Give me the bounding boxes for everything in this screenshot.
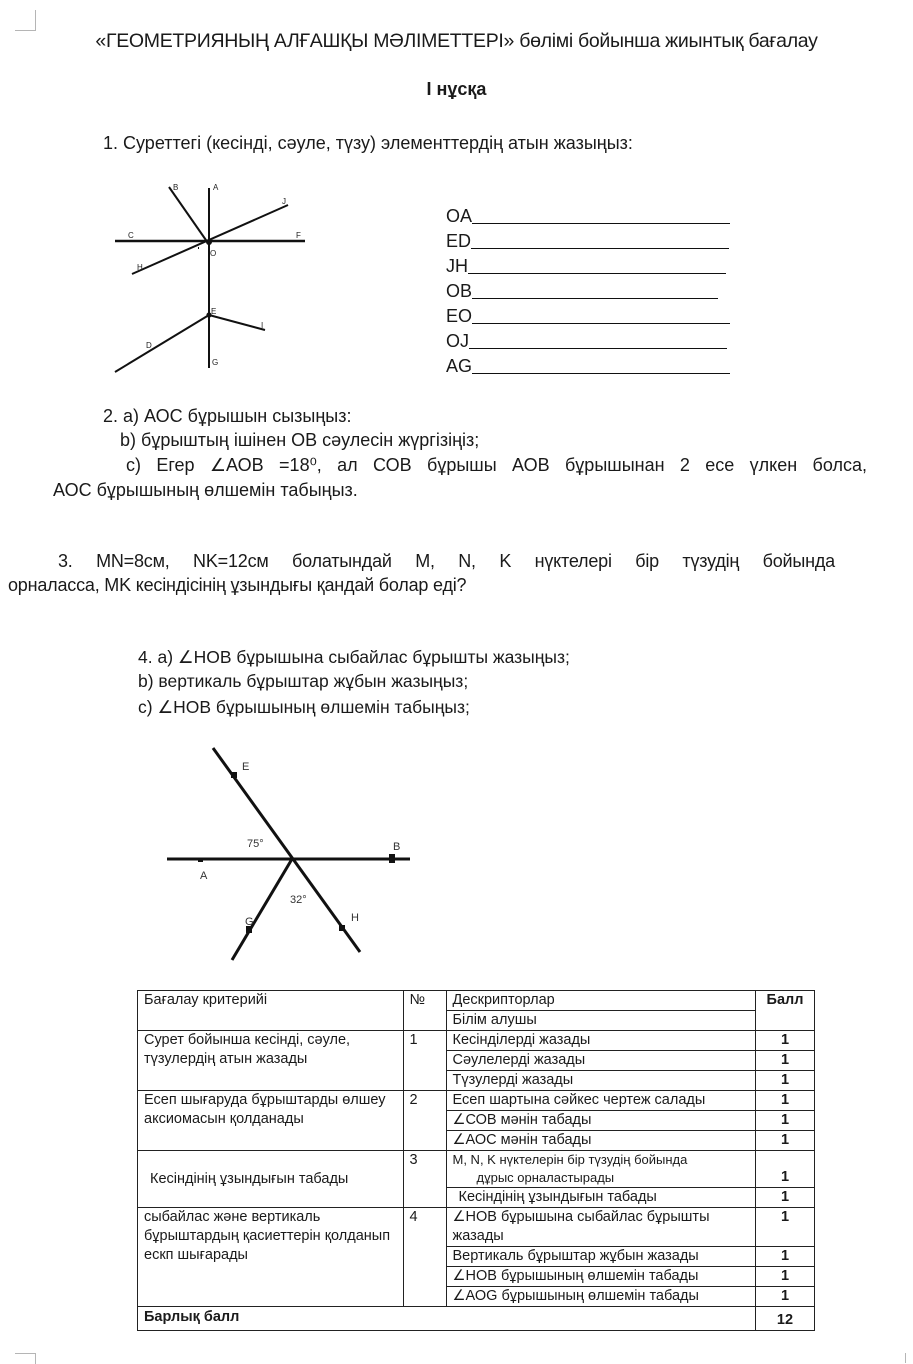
header-student: Білім алушы	[446, 1011, 756, 1031]
score-cell: 1	[756, 1267, 815, 1287]
question-2-part-c-line1: c) Егер ∠АОВ =18⁰, ал СОВ бұрышы АОВ бұрышынан 2 есе үлкен болса,	[126, 455, 867, 475]
figure-4-angle-75: 75°	[247, 838, 264, 850]
score-cell: 1	[756, 1188, 815, 1208]
header-criteria: Бағалау критерийі	[138, 991, 404, 1031]
answer-row-ag	[446, 351, 730, 376]
figure-4-angle-32: 32°	[290, 894, 307, 906]
answer-row-ed	[446, 226, 730, 251]
descriptor-cell: ∠АОС мәнін табады	[446, 1131, 756, 1151]
figure-1-label-a: A	[213, 183, 219, 192]
table-header-row	[138, 991, 815, 1011]
answer-blank-ed[interactable]	[471, 232, 729, 249]
answer-row-ob	[446, 276, 730, 301]
figure-4-label-b: B	[393, 841, 401, 853]
answer-blank-eo[interactable]	[472, 307, 730, 324]
question-4-part-c: c) ∠НОВ бұрышының өлшемін табыңыз;	[138, 697, 470, 717]
table-row	[138, 1208, 815, 1247]
descriptor-cell: Кесіндінің ұзындығын табады	[446, 1188, 756, 1208]
number-cell: 3	[403, 1151, 446, 1208]
document-title: «ГЕОМЕТРИЯНЫҢ АЛҒАШҚЫ МӘЛІМЕТТЕРІ» бөлімі бойынша жиынтық бағалау	[95, 30, 818, 52]
figure-1-lines-diagram	[110, 180, 320, 375]
criteria-cell: сыбайлас және вертикаль бұрыштардың қасиеттерін қолданып ескп шығарады	[138, 1208, 404, 1307]
table-row	[138, 1091, 815, 1111]
answer-blank-oj[interactable]	[469, 332, 727, 349]
number-cell: 1	[403, 1031, 446, 1091]
question-1-answer-list	[446, 201, 730, 376]
answer-row-eo	[446, 301, 730, 326]
header-descriptors: Дескрипторлар	[446, 991, 756, 1011]
question-3-line2: орналасса, MK кесіндісінің ұзындығы қандай болар еді?	[8, 575, 467, 595]
table-total-row	[138, 1307, 815, 1331]
question-2-part-c-line2: АОС бұрышының өлшемін табыңыз.	[53, 480, 358, 500]
figure-4-angles-diagram	[160, 740, 420, 970]
criteria-cell: Есеп шығаруда бұрыштарды өлшеу аксиомасын қолданады	[138, 1091, 404, 1151]
score-cell: 1	[756, 1131, 815, 1151]
page-corner-mark-top-left	[15, 10, 36, 31]
score-cell: 1	[756, 1208, 815, 1247]
number-cell: 4	[403, 1208, 446, 1307]
answer-label: ED	[446, 231, 472, 251]
figure-1-label-o: O	[210, 249, 217, 258]
figure-4-label-e: E	[242, 761, 250, 773]
descriptor-cell: ∠СОВ мәнін табады	[446, 1111, 756, 1131]
page-corner-mark-bottom-left	[15, 1353, 36, 1364]
figure-1-label-b: B	[173, 183, 179, 192]
figure-1-label-c: C	[128, 231, 134, 240]
descriptor-cell: Вертикаль бұрыштар жұбын жазады	[446, 1247, 756, 1267]
answer-blank-ob[interactable]	[472, 282, 718, 299]
score-cell: 1	[756, 1051, 815, 1071]
answer-blank-oa[interactable]	[472, 207, 730, 224]
criteria-cell: Сурет бойынша кесінді, сәуле, түзулердің атын жазады	[138, 1031, 404, 1091]
descriptor-cell: Есеп шартына сәйкес чертеж салады	[446, 1091, 756, 1111]
score-cell: 1	[756, 1071, 815, 1091]
total-score: 12	[756, 1307, 815, 1331]
figure-4-label-g: G	[245, 916, 254, 928]
figure-4-label-h: H	[351, 912, 359, 924]
answer-label: OJ	[446, 331, 470, 351]
answer-label: OB	[446, 281, 473, 301]
descriptor-cell: ∠АОG бұрышының өлшемін табады	[446, 1287, 756, 1307]
descriptor-cell: Түзулерді жазады	[446, 1071, 756, 1091]
page-corner-mark-bottom-right	[905, 1353, 913, 1363]
descriptor-cell	[446, 1151, 756, 1188]
figure-1-label-g: G	[212, 358, 219, 367]
header-number: №	[403, 991, 446, 1031]
score-cell: 1	[756, 1287, 815, 1307]
score-cell: 1	[756, 1111, 815, 1131]
answer-blank-jh[interactable]	[468, 257, 726, 274]
answer-row-oj	[446, 326, 730, 351]
answer-row-oa	[446, 201, 730, 226]
figure-1-label-i: I	[261, 321, 264, 330]
number-cell: 2	[403, 1091, 446, 1151]
total-label: Барлық балл	[138, 1307, 756, 1331]
figure-1-label-f: F	[296, 231, 301, 240]
descriptor-line1: M, N, K нүктелерін бір түзудің бойында	[452, 1152, 688, 1167]
table-row	[138, 1151, 815, 1188]
figure-1-label-e: E	[211, 307, 217, 316]
criteria-cell: Кесіндінің ұзындығын табады	[138, 1151, 404, 1208]
figure-1-label-h: H	[137, 263, 143, 272]
figure-4-label-a: A	[200, 870, 208, 882]
question-1-text: 1. Суреттегі (кесінді, сәуле, түзу) элементтердің атын жазыңыз:	[103, 133, 633, 153]
descriptor-line2: дұрыс орналастырады	[476, 1170, 615, 1185]
question-3-line1: 3. MN=8см, NK=12см болатындай M, N, K нүктелері бір түзудің бойында	[58, 551, 835, 571]
descriptor-cell: Кесінділерді жазады	[446, 1031, 756, 1051]
question-2-part-b: b) бұрыштың ішінен ОВ сәулесін жүргізіңіз;	[120, 430, 480, 450]
question-4-part-a: 4. а) ∠НОВ бұрышына сыбайлас бұрышты жазыңыз;	[138, 647, 570, 667]
descriptor-cell: Сәулелерді жазады	[446, 1051, 756, 1071]
score-cell: 1	[756, 1151, 815, 1188]
answer-label: JH	[446, 256, 468, 276]
question-4-part-b: b) вертикаль бұрыштар жұбын жазыңыз;	[138, 671, 469, 691]
header-score: Балл	[756, 991, 815, 1031]
answer-label: OA	[446, 206, 473, 226]
score-cell: 1	[756, 1091, 815, 1111]
answer-row-jh	[446, 251, 730, 276]
figure-1-label-j: J	[282, 197, 286, 206]
answer-blank-ag[interactable]	[472, 357, 730, 374]
descriptor-cell: ∠НОВ бұрышының өлшемін табады	[446, 1267, 756, 1287]
question-2-part-a: 2. а) АОС бұрышын сызыңыз:	[103, 406, 352, 426]
figure-1-label-d: D	[146, 341, 152, 350]
score-cell: 1	[756, 1247, 815, 1267]
answer-label: AG	[446, 356, 473, 376]
variant-label: І нұсқа	[426, 79, 487, 99]
table-row	[138, 1031, 815, 1051]
answer-label: EO	[446, 306, 473, 326]
score-cell: 1	[756, 1031, 815, 1051]
descriptor-cell: ∠НОВ бұрышына сыбайлас бұрышты жазады	[446, 1208, 756, 1247]
assessment-criteria-table	[137, 990, 815, 1331]
